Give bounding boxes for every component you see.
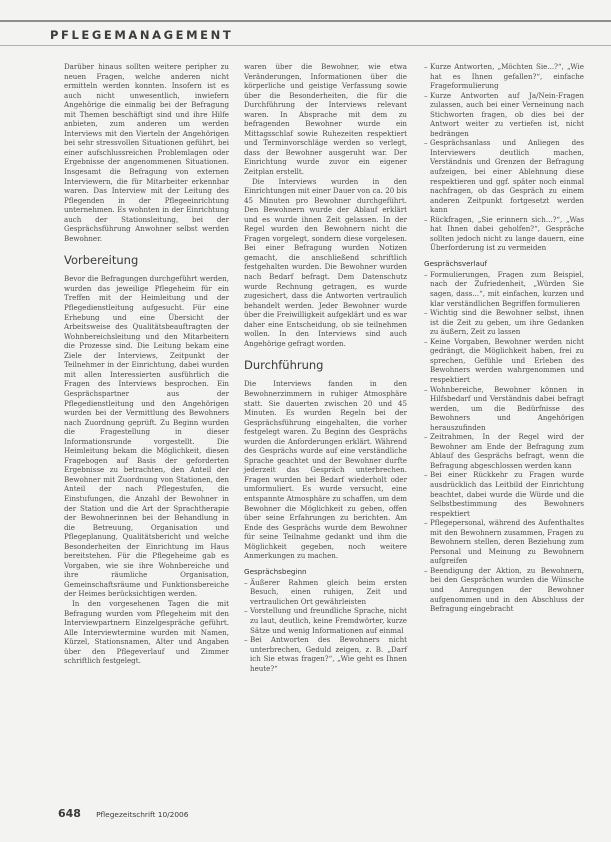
list-item: – Keine Vorgaben, Bewohner werden nicht gedrängt, die Möglichkeit haben, frei zu sprechen, Gefühle und Erleben des Bewohners werden wahrgenommen und respektiert bbox=[424, 337, 584, 385]
heading-durchfuehrung: Durchführung bbox=[244, 358, 324, 373]
column2-intro-paragraph: waren über die Bewohner, wie etwa Veränderungen, Informationen über die körperliche und geistige Verfassung sowie über die Besonderheiten, die für die Durchführung der Interviews relevant waren. In Absprache mit dem zu befragenden Bewohner wurde ein Mittagsschlaf sowie Ruhezeiten respektiert und Terminvorschläge werden so verlegt, dass der Bewohner ausgeruht war. Der Einrichtung wurde zuvor ein eigener Zeitplan erstellt. bbox=[244, 62, 407, 177]
column2-body-paragraph: Die Interviews fanden in den Bewohnerzimmern in ruhiger Atmosphäre statt. Sie dauerten zwischen 20 und 45 Minuten. Es wurden Regeln bei der Gesprächsführung eingehalten, die vorher festgelegt waren. Zu Beginn des Gesprächs wurden die Anforderungen erklärt. Während des Gesprächs wurde auf eine verständliche Sprache geachtet und der Bewohner durfte jederzeit das Gespräch unterbrechen. Fragen wurden bei Bedarf wiederholt oder umformuliert. Es wurde versucht, eine entspannte Atmosphäre zu schaffen, um dem Bewohner die Möglichkeit zu geben, offen über seine Erfahrungen zu berichten. Am Ende des Gesprächs wurde dem Bewohner für seine Teilnahme gedankt und ihm die Möglichkeit gegeben, noch weitere Anmerkungen zu machen. bbox=[244, 379, 407, 561]
list-item: – Wohnbereiche, Bewohner können in Hilfsbedarf und Verständnis dabei befragt werden, um die Bedürfnisse des Bewohners und Angehörigen herauszufinden bbox=[424, 385, 584, 433]
heading-vorbereitung: Vorbereitung bbox=[64, 253, 139, 268]
page-header bbox=[0, 12, 611, 46]
list-item: – Beendigung der Aktion, zu Bewohnern, bei den Gesprächen wurden die Wünsche und Anregungen der Bewohner aufgenommen und in den Abschluss der Befragung eingebracht bbox=[424, 566, 584, 614]
list-item: – Kurze Antworten auf Ja/Nein-Fragen zulassen, auch bei einer Verneinung nach Stichworten fragen, ob dies bei der Antwort weiter zu vertiefen ist, nicht bedrängen bbox=[424, 91, 584, 139]
list-item: – Gesprächsanlass und Anliegen des Interviewers deutlich machen, Verständnis und Grenzen der Befragung aufzeigen, bei einer Ablehnung diese respektieren und ggf. später noch einmal nachfragen, ob das Gespräch zu einem anderen Zeitpunkt fortgesetzt werden kann bbox=[424, 138, 584, 214]
journal-reference: Pflegezeitschrift 10/2006 bbox=[96, 810, 189, 819]
subheading-gespraechsverlauf: Gesprächsverlauf bbox=[424, 258, 488, 268]
header-rule-bottom bbox=[0, 45, 611, 46]
column2-intro2-paragraph: Die Interviews wurden in den Einrichtungen mit einer Dauer von ca. 20 bis 45 Minuten pro Bewohner durchgeführt. Den Bewohnern wurde der Ablauf erklärt und es wurde ihnen Zeit gelassen. In der Regel wurden den Bewohnern nicht die Fragen vorgelegt, sondern diese vorgelesen. Bei einer Befragung wurden Notizen gemacht, die anschließend schriftlich festgehalten wurden. Die Bewohner wurden nach Bedarf befragt. Dem Datenschutz wurde Rechnung getragen, es wurde zugesichert, dass die Antworten vertraulich behandelt werden. Jeder Bewohner wurde über die Freiwilligkeit aufgeklärt und es war daher eine Entscheidung, ob sie teilnehmen wollen. In den Interviews sind auch Angehörige gefragt worden. bbox=[244, 176, 407, 348]
list-item: – Kurze Antworten, „Möchten Sie...?“, „Wie hat es Ihnen gefallen?“, einfache Frageformulierung bbox=[424, 62, 584, 91]
running-head: PFLEGEMANAGEMENT bbox=[50, 28, 234, 42]
text-column-1 bbox=[64, 62, 229, 666]
column1-body-paragraph: Bevor die Befragungen durchgeführt werden, wurden das jeweilige Pflegeheim für ein Treffen mit der Heimleitung und der Pflegedienstleitung aufgesucht. Für eine Erhebung und eine Übersicht der Arbeitsweise des Qualitätsbeauftragten der Wohnbereichsleitung und den Mitarbeitern die Prozesse sind. Die Leitung bekam eine Ziele der Interviews, Zeitpunkt der Teilnehmer in der Einrichtung, dabei wurden mit allen Interessierten ausführlich die Fragen des Interviews besprochen. Ein Gesprächspartner aus der Pflegedienstleitung und den Angehörigen wurden bei der Vermittlung des Bewohners nach Zuordnung geprüft. Zu Beginn wurden die Fragestellung in dieser Informationsrunde vorgestellt. Die Heimleitung bekam die Möglichkeit, diesen Fragebogen auf Basis der geforderten Ergebnisse zu betrachten, den Anteil der Bewohner mit Zuordnung von Stationen, den Anteil der nach Pflegestufen, die Einstufungen, die Anzahl der Bewohner in der Station und die Art der Sprachtherapie der Bewohnerinnen bei der Behandlung in die Betreuung, Organisation und Pflegeplanung, Qualitätsbericht und welche Besonderheiten der Einrichtung im Haus bereitstehen. Für die Pflegeheime gab es Vorgaben, wie sie ihre Wohnbereiche und ihre räumliche Organisation, Gemeinschaftsräume und Funktionsbereiche der Heimes berücksichtigen werden. bbox=[64, 274, 229, 599]
list-item: – Bei einer Rückkehr zu Fragen wurde ausdrücklich das Leitbild der Einrichtung beachtet, dabei wurde die Würde und die Selbstbestimmung des Bewohners respektiert bbox=[424, 470, 584, 518]
text-column-2 bbox=[244, 62, 407, 673]
header-rule-top bbox=[0, 20, 611, 22]
top-bullet-list bbox=[424, 62, 584, 253]
subheading-gespraechsbeginn: Gesprächsbeginn bbox=[244, 566, 307, 576]
column1-intro-paragraph: Darüber hinaus sollten weitere peripher zu neuen Fragen, welche anderen nicht ermitteln werden konnten. Insofern ist es auch nicht unwesentlich, inwiefern Angehörige die einmalig bei der Befragung mit Themen beschäftigt sind und ihre Hilfe anbieten, zum anderen um werden Interviews mit den Vierteln der Angehörigen bei sehr stressvollen Situationen geführt, bei einer aufschlussreichen Problemlagen oder Ergebnisse der angenommenen Situationen. Insgesamt die Befragung von externen Interviewern, die für Mitarbeiter erkennbar waren. Das Interview mit der Leitung des Pflegenden in der Pflegeeinrichtung unternehmen. Es wohnten in der Einrichtung auch der Stationsleitung, bei der Gesprächsführung Anwohner selbst werden Bewohner. bbox=[64, 62, 229, 243]
gespraechsverlauf-list bbox=[424, 270, 584, 614]
list-item: – Zeitrahmen, In der Regel wird der Bewohner am Ende der Befragung zum Ablauf des Gesprächs befragt, wenn die Befragung abgeschlossen werden kann bbox=[424, 432, 584, 470]
list-item: – Formulierungen, Fragen zum Beispiel, nach der Zufriedenheit, „Würden Sie sagen, dass...“, mit einfachen, kurzen und klar verständlichen Begriffen formulieren bbox=[424, 270, 584, 308]
text-column-3 bbox=[424, 62, 584, 614]
column1-body2-paragraph: In den vorgesehenen Tagen die mit Befragung wurden vom Pflegeheim mit den Interviewpartnern Einzelgespräche geführt. Alle Interviewtermine wurden mit Namen, Kürzel, Stationsnamen, Alter und Angaben über den Pflegeverlauf und Zimmer schriftlich festgelegt. bbox=[64, 598, 229, 666]
page-footer bbox=[58, 802, 188, 821]
list-item: – Wichtig sind die Bewohner selbst, ihnen ist die Zeit zu geben, um ihre Gedanken zu äußern, Zeit zu lassen bbox=[424, 308, 584, 337]
page-number: 648 bbox=[58, 807, 81, 820]
list-item: – Vorstellung und freundliche Sprache, nicht zu laut, deutlich, keine Fremdwörter, kurze Sätze und wenig Informationen auf einmal bbox=[244, 606, 407, 635]
gespraechsbeginn-list bbox=[244, 578, 407, 673]
list-item: – Bei Antworten des Bewohners nicht unterbrechen, Geduld zeigen, z. B. „Darf ich Sie etwas fragen?“, „Wie geht es Ihnen heute?“ bbox=[244, 635, 407, 673]
list-item: – Rückfragen, „Sie erinnern sich...?“, „Was hat Ihnen dabei geholfen?“, Gespräche sollten jedoch nicht zu lange dauern, eine Überforderung ist zu vermeiden bbox=[424, 215, 584, 253]
list-item: – Äußerer Rahmen gleich beim ersten Besuch, einen ruhigen, Zeit und vertraulichen Ort gewährleisten bbox=[244, 578, 407, 607]
list-item: – Pflegepersonal, während des Aufenthaltes mit den Bewohnern zusammen, Fragen zu Bewohnern stellen, deren Beziehung zum Personal und Meinung zu Bewohnern aufgreifen bbox=[424, 518, 584, 566]
